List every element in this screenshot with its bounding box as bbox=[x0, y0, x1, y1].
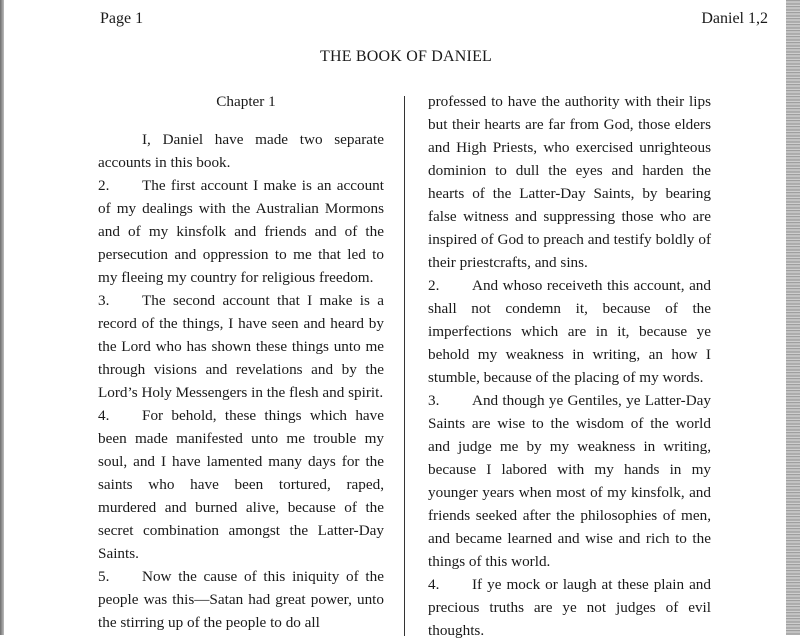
verse-paragraph bbox=[428, 389, 711, 573]
scan-edge-left bbox=[0, 0, 4, 635]
verse-number: 3. bbox=[428, 392, 440, 409]
verse-text: And though ye Gentiles, ye Latter-Day Saints are wise to the wisdom of the world and judge me by my weakness in writing, because I labored with my hands in my younger years when most of my kinsfolk, and friends seeked after the philosophies of men, and became learned and wise and rich to the things of this world. bbox=[428, 392, 711, 570]
intro-paragraph: I, Daniel have made two separate accounts in this book. bbox=[98, 131, 384, 171]
right-column bbox=[428, 90, 711, 642]
verse-text: The second account that I make is a record of the things, I have seen and heard by the Lord who has shown these things unto me through visions and revelations and by the Lord’s Holy Messengers in the flesh and spirit. bbox=[98, 292, 384, 401]
book-title: THE BOOK OF DANIEL bbox=[319, 48, 493, 65]
left-column bbox=[98, 90, 384, 634]
verse-paragraph bbox=[428, 573, 711, 642]
verse-number: 4. bbox=[428, 576, 440, 593]
verse-text: Now the cause of this iniquity of the people was this—Satan had great power, unto the stirring up of the people to do all bbox=[98, 568, 384, 631]
verse-number: 4. bbox=[98, 407, 110, 424]
verse-text: For behold, these things which have been made manifested unto me trouble my soul, and I have lamented many days for the saints who have been tortured, raped, murdered and burned alive, because of the secret combination amongst the Latter-Day Saints. bbox=[98, 407, 384, 562]
verse-paragraph bbox=[98, 174, 384, 289]
verse-number: 2. bbox=[428, 277, 440, 294]
continuation-paragraph: professed to have the authority with their lips but their hearts are far from God, those elders and High Priests, who exercised unrighteous dominion to dull the eyes and harden the hearts of the Latter-Day Saints, by bearing false witness and suppressing those who are inspired of God to preach and testify boldly of their priestcrafts, and sins. bbox=[428, 93, 711, 271]
verse-text: The first account I make is an account of my dealings with the Australian Mormons and of my kinsfolk and friends and of the persecution and oppression to me that led to my fleeing my country for religious freedom. bbox=[98, 177, 384, 286]
verse-number: 3. bbox=[98, 292, 110, 309]
verse-number: 5. bbox=[98, 568, 110, 585]
verse-text: If ye mock or laugh at these plain and precious truths are ye not judges of evil thoughts. bbox=[428, 576, 711, 639]
scan-edge-right bbox=[786, 0, 800, 635]
verse-paragraph bbox=[98, 565, 384, 634]
verse-text: And whoso receiveth this account, and shall not condemn it, because of the imperfections which are in it, because ye behold my weakness in writing, an how I stumble, because of the placing of my words. bbox=[428, 277, 711, 386]
verse-paragraph bbox=[98, 404, 384, 565]
chapter-reference: Daniel 1,2 bbox=[701, 10, 768, 27]
page-number: Page 1 bbox=[100, 10, 144, 27]
column-divider bbox=[404, 96, 405, 636]
verse-number: 2. bbox=[98, 177, 110, 194]
verse-paragraph bbox=[428, 274, 711, 389]
verse-paragraph bbox=[98, 289, 384, 404]
chapter-heading: Chapter 1 bbox=[216, 93, 276, 110]
